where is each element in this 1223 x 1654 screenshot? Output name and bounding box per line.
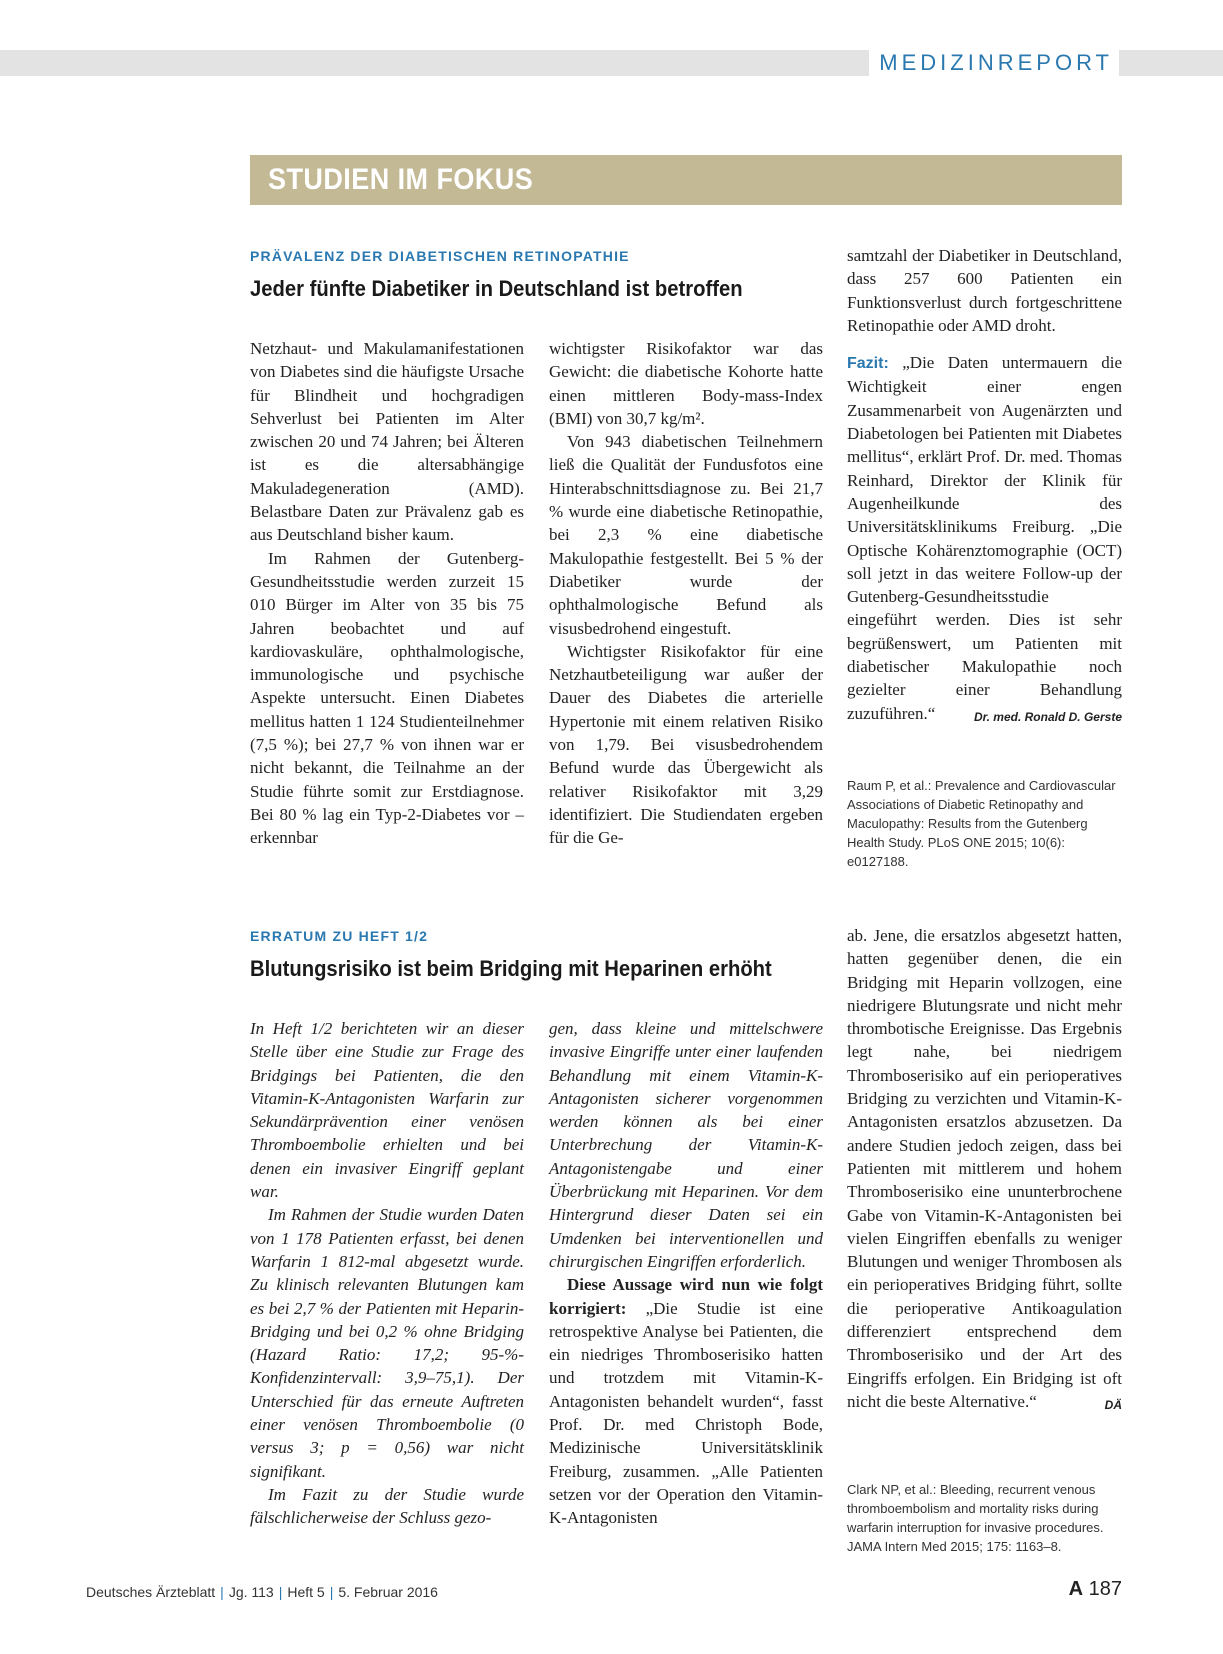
article2-column-1	[250, 1017, 524, 1530]
page-number-value: 187	[1088, 1578, 1122, 1600]
paragraph: Wichtigster Risikofaktor für eine Netzhautbeteiligung war außer der Dauer des Diabetes die arterielle Hypertonie mit einem relativen Risiko von 1,79. Bei visusbedrohendem Befund wurde das Übergewicht als relativer Risikofaktor mit 3,29 identifiziert. Die Studiendaten ergeben für die Ge-	[549, 641, 823, 848]
volume: Jg. 113	[228, 1584, 274, 1600]
article1-kicker: PRÄVALENZ DER DIABETISCHEN RETINOPATHIE	[250, 248, 630, 264]
date: 5. Februar 2016	[338, 1584, 438, 1600]
footer: Deutsches Ärzteblatt | Jg. 113 | Heft 5 | 5. Februar 2016	[86, 1584, 438, 1600]
author: Dr. med. Ronald D. Gerste	[973, 709, 1122, 724]
article1-reference: Raum P, et al.: Prevalence and Cardiovascular Associations of Diabetic Retinopathy and Maculopathy: Results from the Gutenberg Health Study. PLoS ONE 2015; 10(6): e0127188.	[847, 778, 1116, 869]
section-label: MEDIZINREPORT	[869, 50, 1119, 76]
journal-name: Deutsches Ärzteblatt	[86, 1584, 216, 1600]
article2-column-3	[847, 924, 1122, 1417]
article1-column-2	[549, 337, 823, 850]
page-number	[1069, 1578, 1122, 1601]
correction-label: Diese Aussage wird nun wie folgt korrigiert:	[549, 1275, 823, 1318]
article1-column-3	[847, 244, 1122, 729]
paragraph: Im Fazit zu der Studie wurde fälschlicherweise der Schluss gezo-	[250, 1484, 524, 1528]
issue: Heft 5	[287, 1584, 325, 1600]
correction-paragraph	[549, 1273, 823, 1529]
author: DÄ	[1104, 1397, 1122, 1412]
article2-kicker: ERRATUM ZU HEFT 1/2	[250, 928, 429, 944]
article2-column-2	[549, 1017, 823, 1530]
paragraph: In Heft 1/2 berichteten wir an dieser Stelle über eine Studie zur Frage des Bridgings bei Patienten, die den Vitamin-K-Antagonisten Warfarin zur Sekundärprävention einer venösen Thromboembolie erhielten und bei denen ein invasiver Eingriff geplant war.	[250, 1019, 524, 1202]
paragraph: Im Rahmen der Studie wurden Daten von 1 178 Patienten erfasst, bei denen Warfarin 1 812-mal abgesetzt wurde. Zu klinisch relevanten Blutungen kam es bei 2,7 % der Patienten mit Heparin-Bridging und bei 0,2 % ohne Bridging (Hazard Ratio: 17,2; 95-%-Konfidenzintervall: 3,9–75,1). Der Unterschied für das erneute Auftreten einer venösen Thromboembolie (0 versus 3; p = 0,56) war nicht signifikant.	[250, 1205, 524, 1481]
banner-title: STUDIEN IM FOKUS	[268, 163, 534, 196]
paragraph: Von 943 diabetischen Teilnehmern ließ die Qualität der Fundusfotos eine Hinterabschnittsdiagnose zu. Bei 21,7 % wurde eine diabetische Retinopathie, bei 2,3 % eine diabetische Makulopathie festgestellt. Bei 5 % der Diabetiker wurde der ophthalmologische Befund als visusbedrohend eingestuft.	[549, 432, 823, 638]
paragraph: Im Rahmen der Gutenberg-Gesundheitsstudie werden zurzeit 15 010 Bürger im Alter von 35 bis 75 Jahren beobachtet und auf kardiovaskuläre, ophthalmologische, immunologische und psychische Aspekte untersucht. Einen Diabetes mellitus hatten 1 124 Studienteilnehmer (7,5 %); bei 27,7 % von ihnen war er nicht bekannt, die Teilnahme an der Studie führte somit zur Erstdiagnose. Bei 80 % lag ein Typ-2-Diabetes vor – erkennbar	[250, 548, 524, 848]
column-text: ab. Jene, die ersatzlos abgesetzt hatten, hatten gegenüber denen, die ein Bridging mit Heparin vollzogen, eine niedrigere Blutungsrate und nicht mehr thrombotische Ereignisse. Das Ergebnis legt nahe, bei niedrigem Thromboserisiko auf ein perioperatives Bridging zu verzichten und Vitamin-K-Antagonisten ersatzlos abzusetzen. Da andere Studien jedoch zeigen, dass bei Patienten mit mittlerem und hohem Thromboserisiko eine ununterbrochene Gabe von Vitamin-K-Antagonisten bei vielen Eingriffen ebenfalls zu weniger Blutungen und weniger Thrombosen als ein perioperatives Bridging führt, sollte die perioperative Antikoagulation differenziert entsprechend dem Thromboserisiko und der Art des Eingriffs erfolgen. Ein Bridging ist oft nicht die beste Alternative.“	[847, 926, 1122, 1411]
paragraph: Netzhaut- und Makulamanifestationen von Diabetes sind die häufigste Ursache für Blindheit und hochgradigen Sehverlust bei Patienten im Alter zwischen 20 und 74 Jahren; bei Älteren ist es die altersabhängige Makuladegeneration (AMD). Belastbare Daten zur Prävalenz gab es aus Deutschland bisher kaum.	[250, 339, 524, 545]
article2-headline: Blutungsrisiko ist beim Bridging mit Heparinen erhöht	[250, 956, 772, 981]
fazit-label: Fazit:	[847, 355, 889, 373]
fazit-paragraph	[847, 351, 1122, 725]
correction-text: „Die Studie ist eine retrospektive Analyse bei Patienten, die ein niedriges Thromboserisiko hatten und trotzdem mit Vitamin-K-Antagonisten behandelt wurden“, fasst Prof. Dr. med Christoph Bode, Medizinische Universitätsklinik Freiburg, zusammen. „Alle Patienten setzen vor der Operation den Vitamin-K-Antagonisten	[549, 1298, 823, 1528]
paragraph	[847, 924, 1122, 1413]
article2-reference: Clark NP, et al.: Bleeding, recurrent venous thromboembolism and mortality risks during warfarin interruption for invasive procedures. JAMA Intern Med 2015; 175: 1163–8.	[847, 1482, 1104, 1554]
fazit-text: „Die Daten untermauern die Wichtigkeit einer engen Zusammenarbeit von Augenärzten und Diabetologen bei Patienten mit Diabetes mellitus“, erklärt Prof. Dr. med. Thomas Reinhard, Direktor der Klinik für Augenheilkunde des Universitätsklinikums Freiburg. „Die Optische Kohärenztomographie (OCT) soll jetzt in das weitere Follow-up der Gutenberg-Gesundheitsstudie eingeführt werden. Dies ist sehr begrüßenswert, um Patienten mit diabetischer Makulopathie noch gezielter einer Behandlung zuzuführen.“	[847, 353, 1122, 723]
page-prefix: A	[1068, 1578, 1084, 1600]
article1-column-1	[250, 337, 524, 850]
paragraph: wichtigster Risikofaktor war das Gewicht: die diabetische Kohorte hatte einen mittleren Body-mass-Index (BMI) von 30,7 kg/m².	[549, 339, 823, 428]
banner	[250, 155, 1122, 205]
article1-headline: Jeder fünfte Diabetiker in Deutschland ist betroffen	[250, 276, 743, 301]
paragraph: samtzahl der Diabetiker in Deutschland, dass 257 600 Patienten ein Funktionsverlust durch fortgeschrittene Retinopathie oder AMD droht.	[847, 246, 1122, 335]
paragraph: gen, dass kleine und mittelschwere invasive Eingriffe unter einer laufenden Behandlung mit einem Vitamin-K-Antagonisten sicherer vorgenommen werden können als bei einer Unterbrechung der Vitamin-K-Antagonistengabe und einer Überbrückung mit Heparinen. Vor dem Hintergrund dieser Daten sei ein Umdenken bei interventionellen und chirurgischen Eingriffen erforderlich.	[549, 1019, 823, 1271]
